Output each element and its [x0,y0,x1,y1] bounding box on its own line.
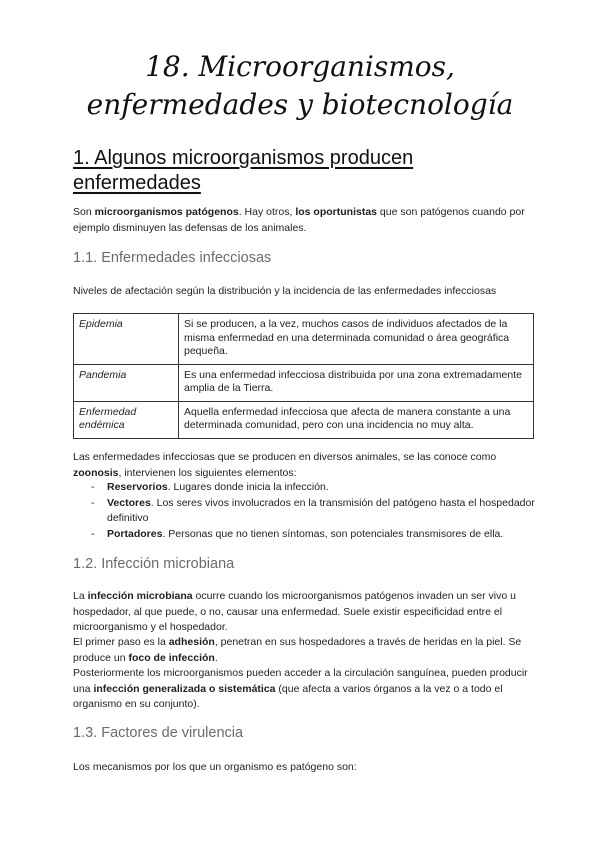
virulence-intro: Los mecanismos por los que un organismo es patógeno son: [73,761,357,773]
table-cell-term: Epidemia [74,314,179,365]
adhesion-paragraph: El primer paso es la adhesión, penetran en sus hospedadores a través de heridas en la piel. Se produce un foco de infección. [73,636,522,664]
table-cell-definition: Si se producen, a la vez, muchos casos de individuos afectados de la misma enfermedad en una determinada comunidad o área geográfica pequeña. [179,314,534,365]
infection-paragraph: La infección microbiana ocurre cuando los microorganismos patógenos invaden un ser vivo u hospedador, al que puede, o no, causar una enfermedad. Suele existir especificidad entre el microorganismo y el hospedador. [73,590,516,634]
table-cell-term: Pandemia [74,364,179,401]
term-infeccion-microbiana: infección microbiana [87,590,193,602]
subsection-heading-1-2: 1.2. Infección microbiana [73,556,235,572]
table-cell-definition: Aquella enfermedad infecciosa que afecta de manera constante a una determinada comunidad, pero con una incidencia no muy alta. [179,401,534,438]
term-patogenos: microorganismos patógenos [94,206,239,218]
table-row [74,401,534,438]
document-title: 18. Microorganismos, enfermedades y biotecnología [86,50,514,121]
subsection-heading-1-1: 1.1. Enfermedades infecciosas [73,250,272,266]
list-item: - Vectores. Los seres vivos involucrados en la transmisión del patógeno hasta el hospedador definitivo [91,496,535,525]
intro-paragraph: Son microorganismos patógenos. Hay otros, los oportunistas que son patógenos cuando por ejemplo disminuyen las defensas de los animales. [73,206,525,234]
list-item: - Portadores. Personas que no tienen síntomas, son potenciales transmisores de ella. [73,527,543,543]
subsection-heading-1-3: 1.3. Factores de virulencia [73,725,244,741]
list-item: - Reservorios. Lugares donde inicia la infección. [73,480,543,496]
table-row [74,364,534,401]
systemic-paragraph: Posteriormente los microorganismos pueden acceder a la circulación sanguínea, pueden producir una infección generalizada o sistemática (que afecta a varios órganos a la vez o a todo el organismo en su conjunto). [73,667,528,711]
table-row [74,314,534,365]
bullet: - [91,496,95,509]
section-heading-1: 1. Algunos microorganismos producen enfermedades [73,147,414,194]
term-infeccion-generalizada: infección generalizada o sistemática [93,682,276,695]
term-adhesion: adhesión [168,636,215,648]
levels-table [73,313,534,439]
levels-intro: Niveles de afectación según la distribución y la incidencia de las enfermedades infecciosas [73,285,497,297]
bullet: - [91,481,95,493]
table-cell-definition: Es una enfermedad infecciosa distribuida por una zona extremadamente amplia de la Tierra. [179,364,534,401]
table-cell-term: Enfermedad endémica [74,401,179,438]
bullet: - [91,527,95,540]
term-foco-infeccion: foco de infección [128,651,215,664]
zoonosis-paragraph: Las enfermedades infecciosas que se producen en diversos animales, se las conoce como zoonosis, intervienen los siguientes elementos: [73,451,497,479]
term-oportunistas: los oportunistas [295,206,378,218]
elements-list [73,480,543,542]
term-zoonosis: zoonosis [73,466,119,479]
